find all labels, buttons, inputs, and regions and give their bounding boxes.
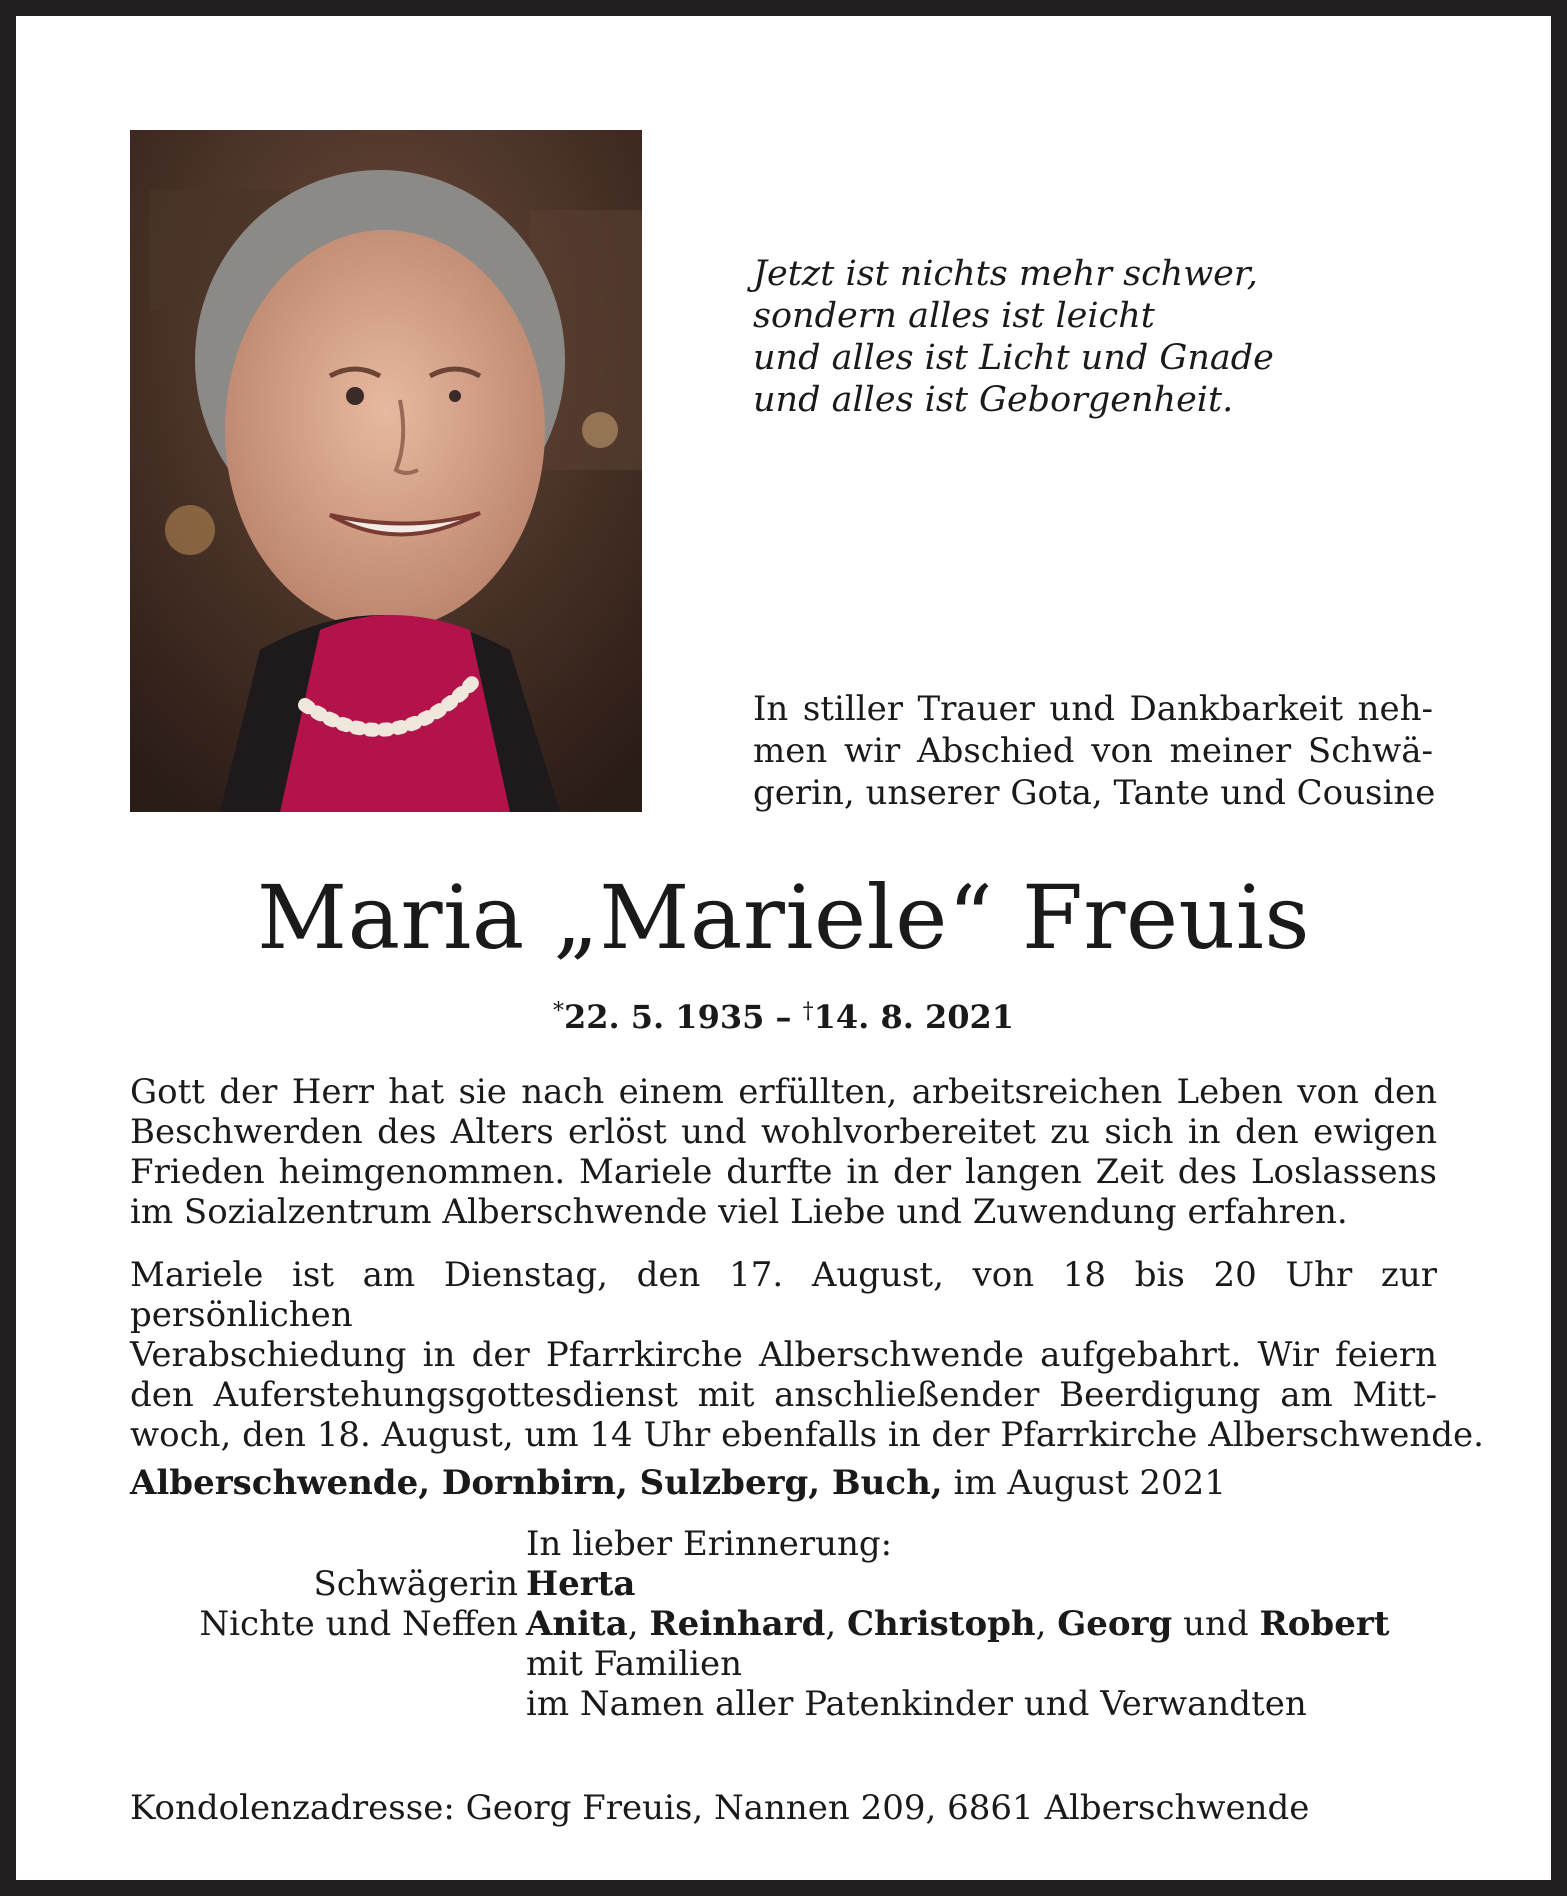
body-paragraph-2 bbox=[130, 1255, 1484, 1455]
intro-line: In stiller Trauer und Dankbarkeit neh- bbox=[753, 689, 1433, 729]
niece-name: Georg bbox=[1057, 1604, 1173, 1644]
niece-name: Anita bbox=[526, 1604, 628, 1644]
sister-in-law-name: Herta bbox=[526, 1564, 636, 1604]
places-names: Alberschwende, Dornbirn, Sulzberg, Buch, bbox=[130, 1463, 943, 1503]
name-comma: , bbox=[1035, 1604, 1058, 1644]
deceased-name: Maria „Mariele“ Freuis bbox=[256, 866, 1311, 969]
quote-line: und alles ist Licht und Gnade bbox=[753, 338, 1274, 378]
body-line: Verabschiedung in der Pfarrkirche Alberschwende aufgebahrt. Wir feiern bbox=[130, 1335, 1437, 1375]
others-line: im Namen aller Patenkinder und Verwandten bbox=[526, 1684, 1307, 1724]
mourning-intro bbox=[753, 688, 1436, 814]
death-date: 14. 8. 2021 bbox=[813, 998, 1015, 1036]
name-comma: , bbox=[825, 1604, 847, 1644]
portrait-photo bbox=[130, 130, 642, 812]
birth-symbol: * bbox=[552, 999, 564, 1024]
signature-block bbox=[130, 1524, 1437, 1724]
condolence-address: Kondolenzadresse: Georg Freuis, Nannen 209, 6861 Alberschwende bbox=[130, 1788, 1310, 1828]
memorial-quote bbox=[753, 253, 1433, 421]
quote-line: und alles ist Geborgenheit. bbox=[753, 380, 1234, 420]
name-and: und bbox=[1172, 1604, 1260, 1644]
quote-line: sondern alles ist leicht bbox=[753, 296, 1155, 336]
nieces-label: Nichte und Neffen bbox=[199, 1604, 518, 1644]
body-line: Gott der Herr hat sie nach einem erfüllten, arbeitsreichen Leben von den bbox=[130, 1072, 1437, 1112]
death-symbol: † bbox=[802, 999, 814, 1024]
portrait-illustration bbox=[130, 130, 642, 812]
places-date: im August 2021 bbox=[942, 1463, 1226, 1503]
places-and-date bbox=[130, 1463, 1226, 1503]
body-line: Frieden heimgenommen. Mariele durfte in der langen Zeit des Loslassens bbox=[130, 1152, 1437, 1192]
body-line: Mariele ist am Dienstag, den 17. August, von 18 bis 20 Uhr zur persönlichen bbox=[130, 1255, 1437, 1335]
birth-date: 22. 5. 1935 bbox=[563, 998, 765, 1036]
intro-line: gerin, unserer Gota, Tante und Cousine bbox=[753, 773, 1436, 813]
date-separator: – bbox=[764, 998, 803, 1036]
sister-in-law-label: Schwägerin bbox=[313, 1564, 518, 1604]
niece-name: Christoph bbox=[846, 1604, 1036, 1644]
body-line: im Sozialzentrum Alberschwende viel Liebe und Zuwendung erfahren. bbox=[130, 1192, 1348, 1232]
niece-name: Reinhard bbox=[649, 1604, 826, 1644]
name-comma: , bbox=[627, 1604, 650, 1644]
life-dates bbox=[0, 992, 1567, 1037]
nieces-list bbox=[526, 1604, 1437, 1644]
body-line: den Auferstehungsgottesdienst mit anschließender Beerdigung am Mitt- bbox=[130, 1375, 1437, 1415]
body-line: woch, den 18. August, um 14 Uhr ebenfalls in der Pfarrkirche Alberschwende. bbox=[130, 1415, 1484, 1455]
body-paragraph-1 bbox=[130, 1072, 1437, 1232]
quote-line: Jetzt ist nichts mehr schwer, bbox=[753, 254, 1258, 294]
intro-line: men wir Abschied von meiner Schwä- bbox=[753, 731, 1433, 771]
body-line: Beschwerden des Alters erlöst und wohlvorbereitet zu sich in den ewigen bbox=[130, 1112, 1437, 1152]
signature-heading: In lieber Erinnerung: bbox=[526, 1524, 893, 1564]
niece-name: Robert bbox=[1259, 1604, 1390, 1644]
families-line: mit Familien bbox=[526, 1644, 743, 1684]
